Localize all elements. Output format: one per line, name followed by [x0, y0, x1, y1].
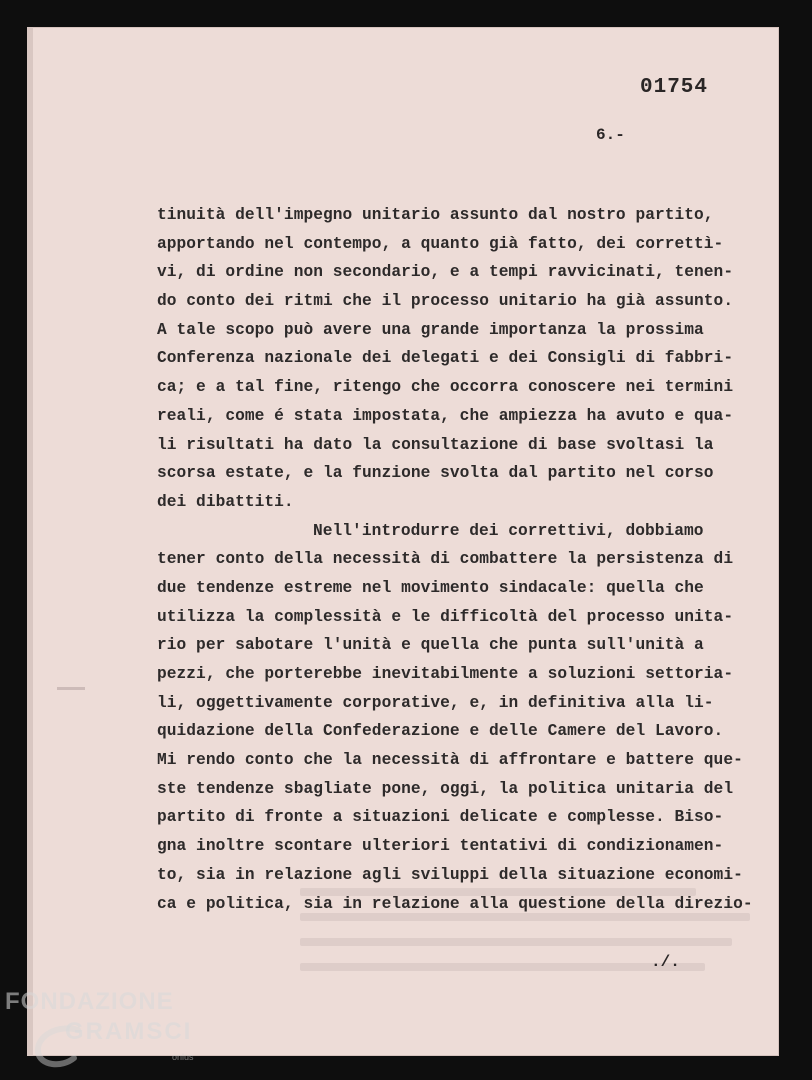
text-line: li, oggettivamente corporative, e, in definitiva alla li- [157, 693, 714, 712]
text-line: utilizza la complessità e le difficoltà del processo unita- [157, 607, 734, 626]
text-line: scorsa estate, e la funzione svolta dal partito nel corso [157, 464, 714, 483]
text-line: ca e politica, sia in relazione alla questione della direzio- [157, 894, 753, 913]
text-line: to, sia in relazione agli sviluppi della situazione economi- [157, 865, 743, 884]
margin-mark [57, 687, 85, 690]
watermark-line-2: GRAMSCI [65, 1018, 193, 1045]
text-line: gna inoltre scontare ulteriori tentativi di condizionamen- [157, 837, 724, 856]
text-line: A tale scopo può avere una grande importanza la prossima [157, 320, 704, 339]
text-line: pezzi, che porterebbe inevitabilmente a soluzioni settoria- [157, 665, 734, 683]
text-line: partito di fronte a situazioni delicate e complesse. Biso- [157, 808, 724, 827]
text-line: do conto dei ritmi che il processo unitario ha già assunto. [157, 292, 734, 311]
watermark-onlus: onlus [172, 1052, 194, 1062]
page-number: 6.- [596, 126, 625, 144]
text-line: ca; e a tal fine, ritengo che occorra conoscere nei termini [157, 378, 734, 397]
archive-number: 01754 [640, 76, 709, 99]
text-line: li risultati ha dato la consultazione di base svoltasi la [157, 435, 714, 454]
text-line: vi, di ordine non secondario, e a tempi ravvicinati, tenen- [157, 263, 734, 282]
bleed-through-text [300, 888, 750, 988]
text-line: quidazione della Confederazione e delle Camere del Lavoro. [157, 722, 724, 741]
text-line: dei dibattiti. [157, 492, 294, 511]
text-line: tinuità dell'impegno unitario assunto dal nostro partito, [157, 206, 714, 224]
continuation-mark: ./. [651, 953, 680, 971]
text-line: Conferenza nazionale dei delegati e dei Consigli di fabbri- [157, 349, 734, 368]
text-line: apportando nel contempo, a quanto già fatto, dei correttì- [157, 234, 724, 253]
text-line: reali, come é stata impostata, che ampiezza ha avuto e qua- [157, 406, 734, 425]
text-line: tener conto della necessità di combattere la persistenza di [157, 550, 734, 569]
text-line: ste tendenze sbagliate pone, oggi, la politica unitaria del [157, 779, 734, 798]
text-line: rio per sabotare l'unità e quella che punta sull'unità a [157, 636, 704, 655]
body-text [157, 201, 753, 918]
paragraph-start-line: Nell'introdurre dei correttivi, dobbiamo [313, 521, 704, 540]
watermark-line-1: FONDAZIONE [5, 988, 174, 1015]
page-binding-edge [27, 27, 33, 1056]
text-line: due tendenze estreme nel movimento sindacale: quella che [157, 578, 704, 597]
text-line: Mi rendo conto che la necessità di affrontare e battere que- [157, 751, 743, 770]
watermark-logo-icon [28, 1022, 88, 1072]
